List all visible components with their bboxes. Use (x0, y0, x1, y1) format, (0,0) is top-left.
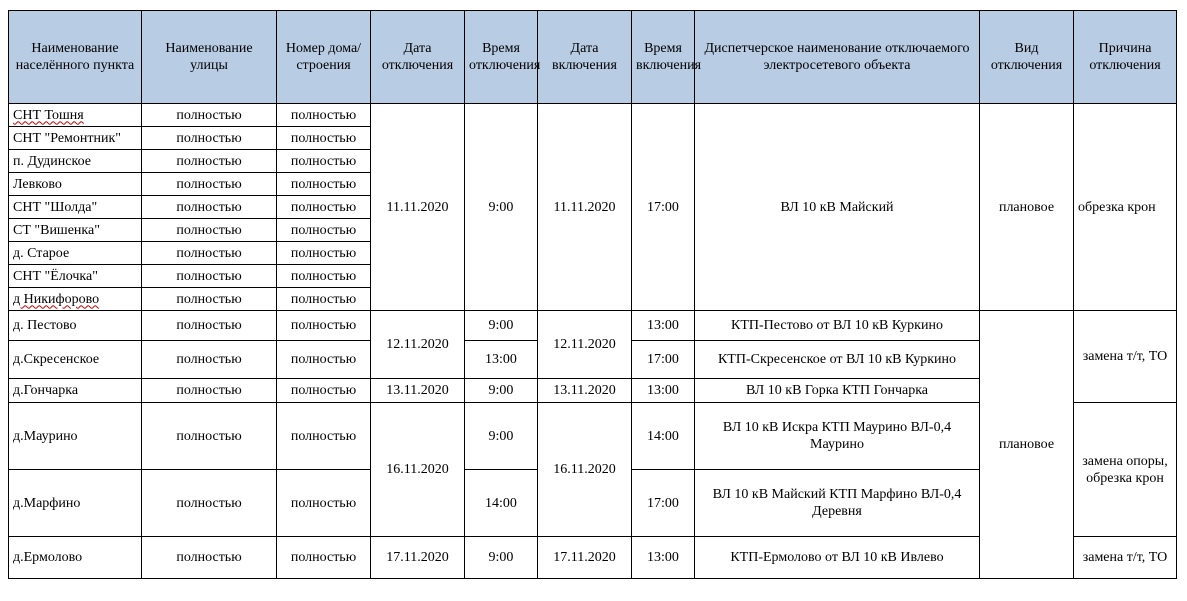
reason-cell: замена опоры, обрезка крон (1074, 403, 1177, 537)
on-time-cell: 13:00 (632, 537, 695, 579)
street-cell: полностью (142, 150, 277, 173)
off-date-cell: 16.11.2020 (371, 403, 465, 537)
settlement-cell: СНТ "Ремонтник" (9, 127, 142, 150)
object-cell: ВЛ 10 кВ Горка КТП Гончарка (695, 379, 980, 403)
off-time-cell: 9:00 (465, 379, 538, 403)
header-object: Диспетчерское наименование отключаемого электросетевого объекта (695, 11, 980, 104)
house-cell: полностью (277, 150, 371, 173)
settlement-cell: д. Старое (9, 242, 142, 265)
on-date-cell: 12.11.2020 (538, 311, 632, 379)
on-time-cell: 17:00 (632, 341, 695, 379)
header-on-time: Время включения (632, 11, 695, 104)
on-time-cell: 17:00 (632, 470, 695, 537)
header-settlement: Наименование населённого пункта (9, 11, 142, 104)
object-cell: КТП-Скресенское от ВЛ 10 кВ Куркино (695, 341, 980, 379)
settlement-cell: Левково (9, 173, 142, 196)
street-cell: полностью (142, 265, 277, 288)
house-cell: полностью (277, 127, 371, 150)
street-cell: полностью (142, 379, 277, 403)
house-cell: полностью (277, 219, 371, 242)
on-date-cell: 16.11.2020 (538, 403, 632, 537)
settlement-cell: д.Скресенское (9, 341, 142, 379)
house-cell: полностью (277, 173, 371, 196)
street-cell: полностью (142, 288, 277, 311)
on-time-cell: 17:00 (632, 104, 695, 311)
off-time-cell: 14:00 (465, 470, 538, 537)
street-cell: полностью (142, 311, 277, 341)
settlement-cell: д. Пестово (9, 311, 142, 341)
settlement-cell: СНТ "Шолда" (9, 196, 142, 219)
on-time-cell: 14:00 (632, 403, 695, 470)
settlement-cell: д Никифорово (9, 288, 142, 311)
type-cell: плановое (980, 104, 1074, 311)
outage-schedule-table (8, 10, 1177, 579)
settlement-cell: д.Гончарка (9, 379, 142, 403)
off-date-cell: 12.11.2020 (371, 311, 465, 379)
house-cell: полностью (277, 403, 371, 470)
header-on-date: Дата включения (538, 11, 632, 104)
settlement-cell: СТ "Вишенка" (9, 219, 142, 242)
house-cell: полностью (277, 470, 371, 537)
off-time-cell: 13:00 (465, 341, 538, 379)
house-cell: полностью (277, 341, 371, 379)
off-date-cell: 11.11.2020 (371, 104, 465, 311)
street-cell: полностью (142, 219, 277, 242)
house-cell: полностью (277, 311, 371, 341)
street-cell: полностью (142, 341, 277, 379)
street-cell: полностью (142, 196, 277, 219)
header-off-date: Дата отключения (371, 11, 465, 104)
off-date-cell: 13.11.2020 (371, 379, 465, 403)
on-date-cell: 11.11.2020 (538, 104, 632, 311)
street-cell: полностью (142, 127, 277, 150)
settlement-cell: д.Маурино (9, 403, 142, 470)
settlement-cell: д.Марфино (9, 470, 142, 537)
street-cell: полностью (142, 173, 277, 196)
off-date-cell: 17.11.2020 (371, 537, 465, 579)
street-cell: полностью (142, 537, 277, 579)
street-cell: полностью (142, 403, 277, 470)
house-cell: полностью (277, 242, 371, 265)
settlement-cell: п. Дудинское (9, 150, 142, 173)
reason-cell: замена т/т, ТО (1074, 537, 1177, 579)
object-cell: ВЛ 10 кВ Майский КТП Марфино ВЛ-0,4 Деревня (695, 470, 980, 537)
street-cell: полностью (142, 470, 277, 537)
header-type: Вид отключения (980, 11, 1074, 104)
header-row (9, 11, 1177, 104)
table-row (9, 104, 1177, 127)
house-cell: полностью (277, 537, 371, 579)
street-cell: полностью (142, 104, 277, 127)
settlement-cell: СНТ "Ёлочка" (9, 265, 142, 288)
header-reason: Причина отключения (1074, 11, 1177, 104)
house-cell: полностью (277, 196, 371, 219)
off-time-cell: 9:00 (465, 403, 538, 470)
table-row (9, 311, 1177, 341)
header-off-time: Время отключения (465, 11, 538, 104)
on-time-cell: 13:00 (632, 311, 695, 341)
header-street: Наименование улицы (142, 11, 277, 104)
on-date-cell: 13.11.2020 (538, 379, 632, 403)
house-cell: полностью (277, 104, 371, 127)
object-cell: КТП-Пестово от ВЛ 10 кВ Куркино (695, 311, 980, 341)
house-cell: полностью (277, 288, 371, 311)
header-house: Номер дома/строения (277, 11, 371, 104)
house-cell: полностью (277, 379, 371, 403)
settlement-cell: д.Ермолово (9, 537, 142, 579)
object-cell: ВЛ 10 кВ Искра КТП Маурино ВЛ-0,4 Маурино (695, 403, 980, 470)
off-time-cell: 9:00 (465, 311, 538, 341)
object-cell: ВЛ 10 кВ Майский (695, 104, 980, 311)
on-date-cell: 17.11.2020 (538, 537, 632, 579)
type-cell: плановое (980, 311, 1074, 579)
settlement-cell: СНТ Тошня (9, 104, 142, 127)
off-time-cell: 9:00 (465, 537, 538, 579)
off-time-cell: 9:00 (465, 104, 538, 311)
reason-cell: замена т/т, ТО (1074, 311, 1177, 403)
house-cell: полностью (277, 265, 371, 288)
object-cell: КТП-Ермолово от ВЛ 10 кВ Ивлево (695, 537, 980, 579)
on-time-cell: 13:00 (632, 379, 695, 403)
street-cell: полностью (142, 242, 277, 265)
reason-cell: обрезка крон (1074, 104, 1177, 311)
